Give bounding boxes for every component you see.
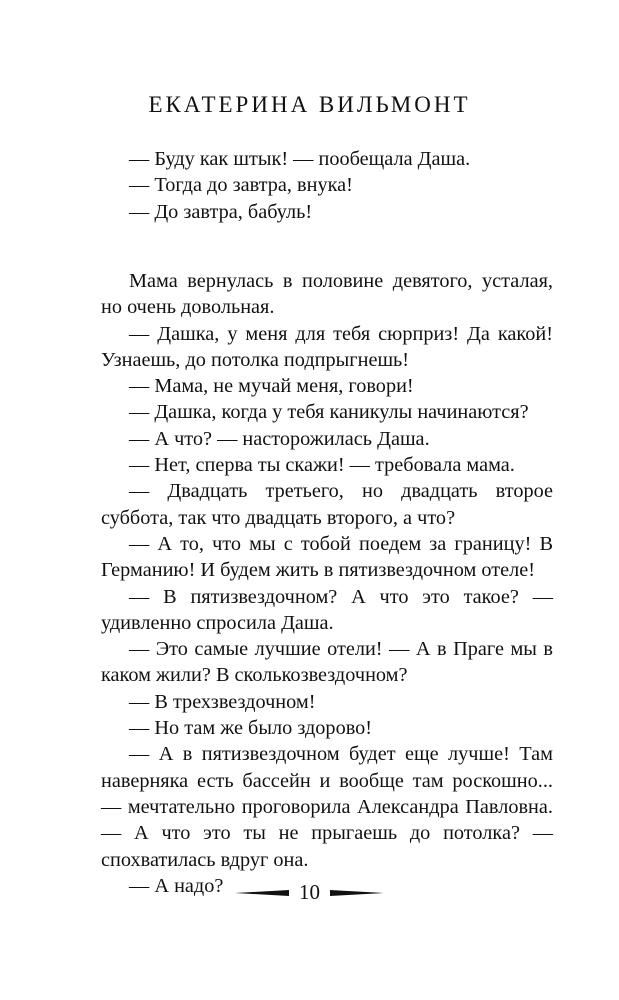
right-ornament-dash-icon (330, 888, 384, 898)
paragraph: — Дашка, у меня для тебя сюрприз! Да какой! Узнаешь, до потолка подпрыгнешь! (101, 322, 553, 371)
paragraph: — А что? — насторожилась Даша. (129, 427, 430, 450)
paragraph: — А в пятизвездочном будет еще лучше! Там наверняка есть бассейн и вообще там роскошно... — мечтательно проговорила Александра Павловна. — А что это ты не прыгаешь до потолка? — спохватилась вдруг она. (101, 743, 553, 871)
main-text-block (101, 268, 553, 899)
page-number: 10 (299, 880, 320, 904)
paragraph: — Тогда до завтра, внука! (129, 174, 353, 197)
running-head-author: ЕКАТЕРИНА ВИЛЬМОНТ (148, 92, 471, 117)
dialogue-block-top (101, 146, 553, 225)
paragraph: Мама вернулась в половине девятого, усталая, но очень довольная. (101, 270, 553, 319)
paragraph: — Буду как штык! — пообещала Даша. (129, 148, 471, 170)
paragraph: — А то, что мы с тобой поедем за границу! В Германию! И будем жить в пятизвездочном отеле! (101, 532, 553, 582)
paragraph: — В пятизвездочном? А что это такое? — удивленно спросила Даша. (101, 585, 553, 634)
paragraph: — Это самые лучшие отели! — А в Праге мы в каком жили? В сколькозвездочном? (101, 638, 553, 687)
paragraph: — До завтра, бабуль! (129, 200, 313, 223)
page-folio (0, 880, 619, 905)
paragraph: — Нет, сперва ты скажи! — требовала мама. (129, 454, 515, 477)
paragraph: — Двадцать третьего, но двадцать второе суббота, так что двадцать второго, а что? (101, 480, 553, 529)
paragraph: — Мама, не мучай меня, говори! (129, 375, 414, 398)
paragraph: — А надо? (129, 874, 224, 897)
paragraph: — Дашка, когда у тебя каникулы начинаются? (129, 401, 529, 424)
paragraph: — Но там же было здорово! (129, 717, 373, 740)
left-ornament-dash-icon (235, 888, 289, 898)
paragraph: — В трехзвездочном! (129, 690, 316, 713)
